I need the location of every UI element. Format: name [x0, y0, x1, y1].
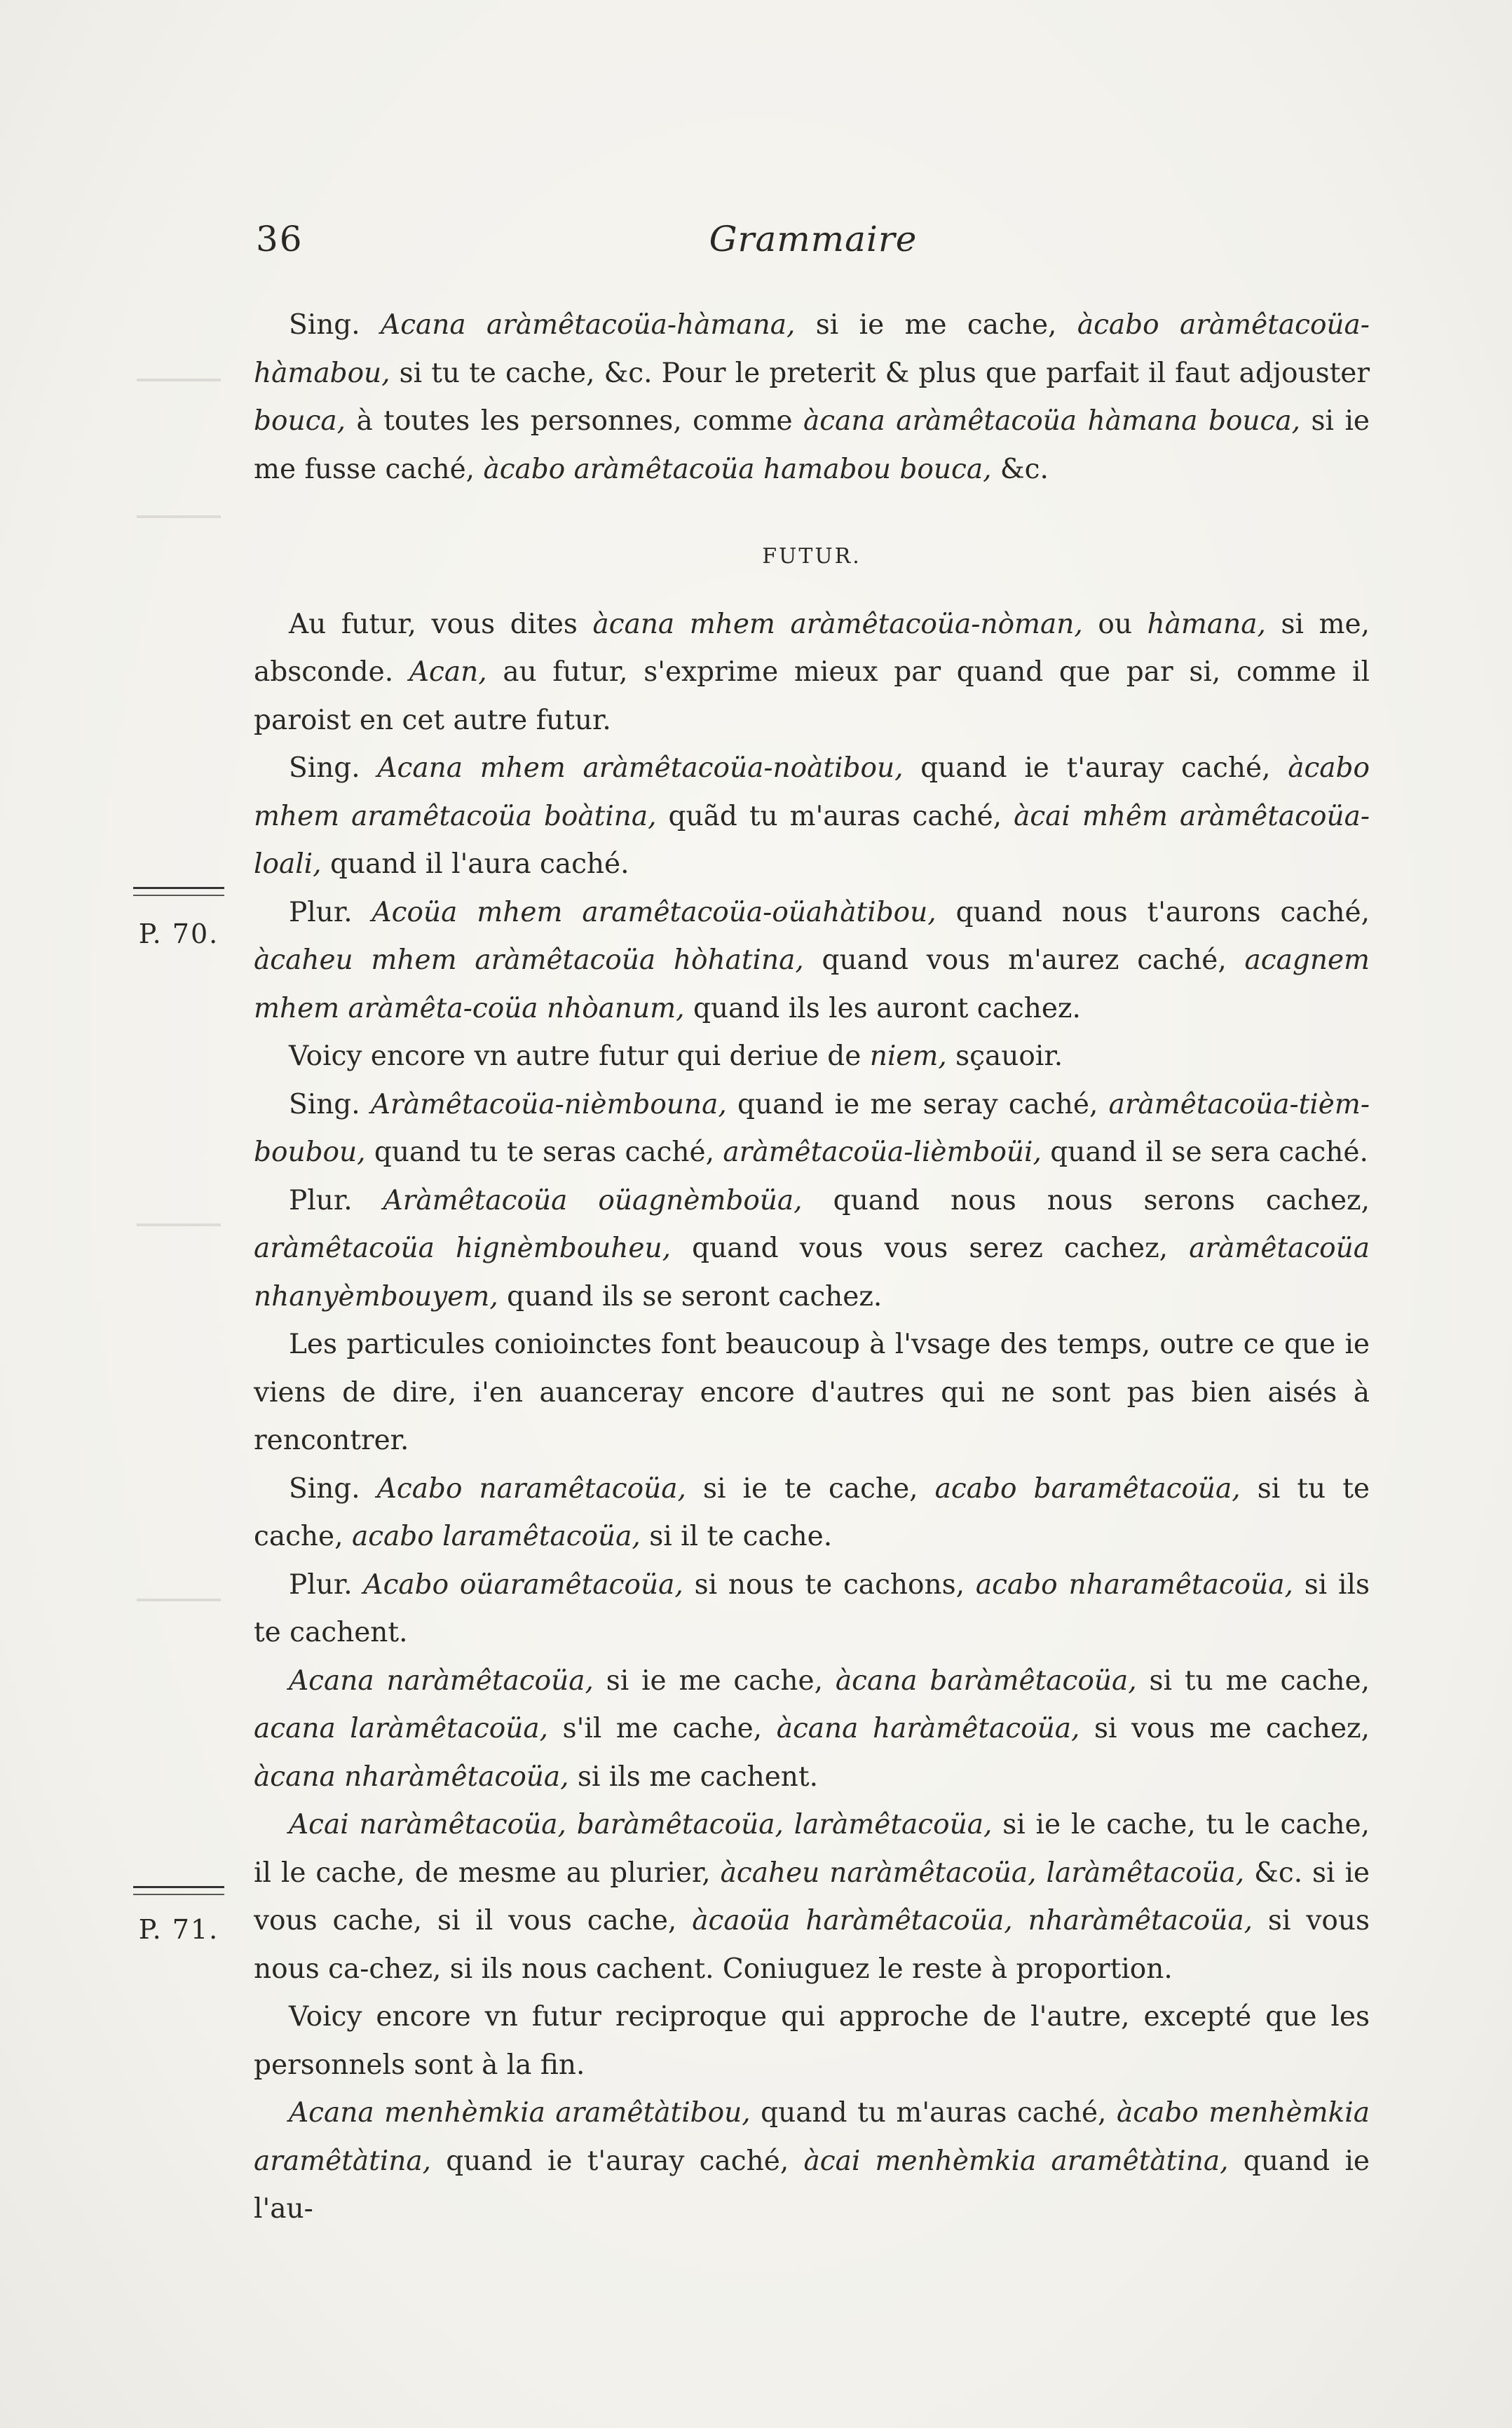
italic-term: àcana nharàmêtacoüa, [254, 1761, 569, 1793]
italic-term: laràmêtacoüa, [1046, 1857, 1245, 1889]
italic-term: àcana mhem aràmêtacoüa-nòman, [592, 608, 1083, 640]
page-header [256, 219, 1370, 275]
bleed-through-rule [137, 1223, 221, 1226]
italic-term: àcai mhêm aràmêtacoüa-loali, [254, 800, 1370, 880]
text-run: si nous te cachons, [683, 1568, 976, 1601]
text-run: si ils te cachent. [254, 1568, 1370, 1648]
italic-term: bouca, [254, 405, 346, 437]
text-run: quand vous m'aurez caché, [803, 944, 1245, 976]
text-run: &c. si ie vous cache, si il vous cache, [254, 1857, 1370, 1937]
text-run: quand nous nous serons cachez, [802, 1184, 1370, 1216]
text-run: si ie le cache, tu le cache, il le cache, de mesme au plurier, [254, 1809, 1370, 1889]
text-run: sçauoir. [946, 1040, 1063, 1072]
paragraph [254, 601, 1370, 745]
text-run: Au futur, vous dites [289, 608, 593, 640]
italic-term: Acabo oüaramêtacoüa, [363, 1568, 683, 1601]
bleed-through-rule [137, 379, 221, 381]
italic-term: laràmêtacoüa, [794, 1809, 993, 1840]
italic-term: Acana naràmêtacoüa, [289, 1664, 594, 1697]
text-run: Sing. [289, 1088, 371, 1120]
text-run: quãd tu m'auras caché, [656, 800, 1014, 832]
paragraph [254, 301, 1370, 494]
text-run: quand tu te seras caché, [365, 1137, 723, 1168]
body-text [254, 301, 1370, 2234]
italic-term: Acai naràmêtacoüa, [289, 1809, 566, 1840]
text-run: si ie me cache, [795, 309, 1077, 341]
text-run: s'il me cache, [548, 1713, 777, 1744]
page-number: 36 [256, 219, 304, 259]
italic-term: àcai menhèmkia aramêtàtina, [803, 2145, 1229, 2177]
italic-term: aràmêtacoüa hignèmbouheu, [254, 1233, 672, 1264]
margin-rule [133, 887, 224, 896]
italic-term: baràmêtacoüa, [576, 1809, 784, 1840]
text-run: quand ie l'au- [254, 2145, 1370, 2225]
text-run: quand ils les auront cachez. [684, 992, 1081, 1024]
italic-term: nharàmêtacoüa, [1028, 1905, 1253, 1937]
text-run: si vous nous ca-chez, si ils nous cachent. Coniuguez le reste à proportion. [254, 1905, 1370, 1985]
italic-term: acabo nharamêtacoüa, [975, 1568, 1293, 1601]
text-run: si vous me cachez, [1079, 1713, 1370, 1744]
margin-rule [133, 1886, 224, 1895]
italic-term: Acan, [409, 656, 487, 688]
italic-term: àcabo aràmêtacoüa-hàmabou, [254, 309, 1370, 389]
italic-term: àcabo menhèmkia aramêtàtina, [254, 2097, 1370, 2177]
italic-term: àcaheu mhem aràmêtacoüa hòhatina, [254, 944, 804, 976]
italic-term: Aràmêtacoüa-nièmbouna, [370, 1088, 727, 1120]
text-run: Voicy encore vn autre futur qui deriue de [289, 1040, 870, 1072]
text-run: &c. [991, 453, 1049, 485]
text-run: Sing. [289, 752, 378, 784]
text-run [566, 1809, 577, 1840]
italic-term: àcana baràmêtacoüa, [835, 1664, 1137, 1697]
italic-term: Acabo naramêtacoüa, [376, 1472, 686, 1505]
italic-term: Acana mhem aràmêtacoüa-noàtibou, [377, 752, 904, 784]
text-run: si tu te cache, &c. Pour le preterit & plus que parfait il faut adjouster [390, 357, 1370, 389]
text-run: si ie te cache, [686, 1472, 935, 1505]
text-run: Sing. [289, 1472, 377, 1505]
text-run [1037, 1857, 1047, 1889]
italic-term: hàmana, [1147, 608, 1266, 640]
text-run: quand tu m'auras caché, [750, 2097, 1117, 2129]
italic-term: aràmêtacoüa nhanyèmbouyem, [254, 1233, 1370, 1313]
paragraph [254, 1801, 1370, 1993]
section-heading-futur: FUTUR. [762, 544, 861, 569]
text-run: quand ils se seront cachez. [498, 1280, 883, 1313]
italic-term: àcaheu naràmêtacoüa, [720, 1857, 1037, 1889]
bleed-through-rule [137, 1599, 221, 1601]
italic-term: aràmêtacoüa-lièmboüi, [723, 1137, 1042, 1168]
paragraph [254, 2089, 1370, 2234]
paragraph [254, 1081, 1370, 1177]
italic-term: aràmêtacoüa-tièm-boubou, [254, 1088, 1370, 1168]
italic-term: Acana menhèmkia aramêtàtibou, [289, 2097, 751, 2129]
italic-term: àcana aràmêtacoüa hàmana bouca, [803, 405, 1301, 437]
italic-term: Aràmêtacoüa oüagnèmboüa, [383, 1184, 803, 1216]
text-run: si me, absconde. [254, 608, 1370, 688]
italic-term: acana laràmêtacoüa, [254, 1713, 549, 1744]
italic-term: niem, [869, 1040, 947, 1072]
italic-term: àcana haràmêtacoüa, [776, 1713, 1080, 1744]
text-run: quand ie me seray caché, [726, 1088, 1109, 1120]
paragraph [254, 745, 1370, 889]
paragraph [254, 1177, 1370, 1322]
italic-term: Acana aràmêtacoüa-hàmana, [381, 309, 796, 341]
text-run: si ie me cache, [593, 1664, 836, 1697]
italic-term: Acoüa mhem aramêtacoüa-oüahàtibou, [372, 896, 937, 928]
paragraph [254, 1465, 1370, 1561]
paragraph: Les particules conioinctes font beaucoup à l'vsage des temps, outre ce que ie viens de dire, i'en auanceray encore d'autres qui ne sont pas bien aisés à rencontrer. [254, 1329, 1370, 1456]
text-run: Plur. [289, 1184, 383, 1216]
text-run: quand nous t'aurons caché, [936, 896, 1370, 928]
italic-term: àcabo aràmêtacoüa hamabou bouca, [483, 453, 992, 485]
text-run: quand ie t'auray caché, [431, 2145, 804, 2177]
text-run: quand il l'aura caché. [321, 848, 629, 880]
text-run: ou [1082, 608, 1147, 640]
text-run: Plur. [289, 896, 372, 928]
paragraph: Voicy encore vn futur reciproque qui approche de l'autre, excepté que les personnels sont à la fin. [254, 2001, 1370, 2081]
italic-term: àcaoüa haràmêtacoüa, [692, 1905, 1013, 1937]
bleed-through-rule [137, 515, 221, 518]
paragraph [254, 889, 1370, 1033]
text-run: à toutes les personnes, comme [346, 405, 804, 437]
text-run: Sing. [289, 309, 381, 341]
text-run: quand ie t'auray caché, [903, 752, 1288, 784]
text-run [1013, 1905, 1028, 1937]
margin-note-p70: P. 70. [138, 918, 219, 949]
text-run: si ils me cachent. [568, 1761, 818, 1793]
text-run: si il te cache. [640, 1521, 833, 1552]
italic-term: acagnem mhem aràmêta-coüa nhòanum, [254, 944, 1370, 1024]
italic-term: àcabo mhem aramêtacoüa boàtina, [254, 752, 1370, 832]
text-run: si tu me cache, [1136, 1664, 1370, 1697]
paragraph [254, 1033, 1370, 1081]
text-run: Plur. [289, 1568, 364, 1601]
text-run [784, 1809, 794, 1840]
text-run: quand il se sera caché. [1041, 1137, 1368, 1168]
text-run: au futur, s'exprime mieux par quand que par si, comme il paroist en cet autre futur. [254, 656, 1370, 736]
text-run: si tu te cache, [254, 1472, 1370, 1552]
paragraph [254, 1657, 1370, 1802]
running-title: Grammaire [709, 219, 918, 259]
italic-term: acabo laramêtacoüa, [351, 1521, 641, 1552]
italic-term: acabo baramêtacoüa, [934, 1472, 1241, 1505]
text-run: quand vous vous serez cachez, [671, 1233, 1190, 1264]
text-run: si ie me fusse caché, [254, 405, 1370, 485]
margin-note-p71: P. 71. [138, 1914, 219, 1945]
paragraph [254, 1561, 1370, 1657]
